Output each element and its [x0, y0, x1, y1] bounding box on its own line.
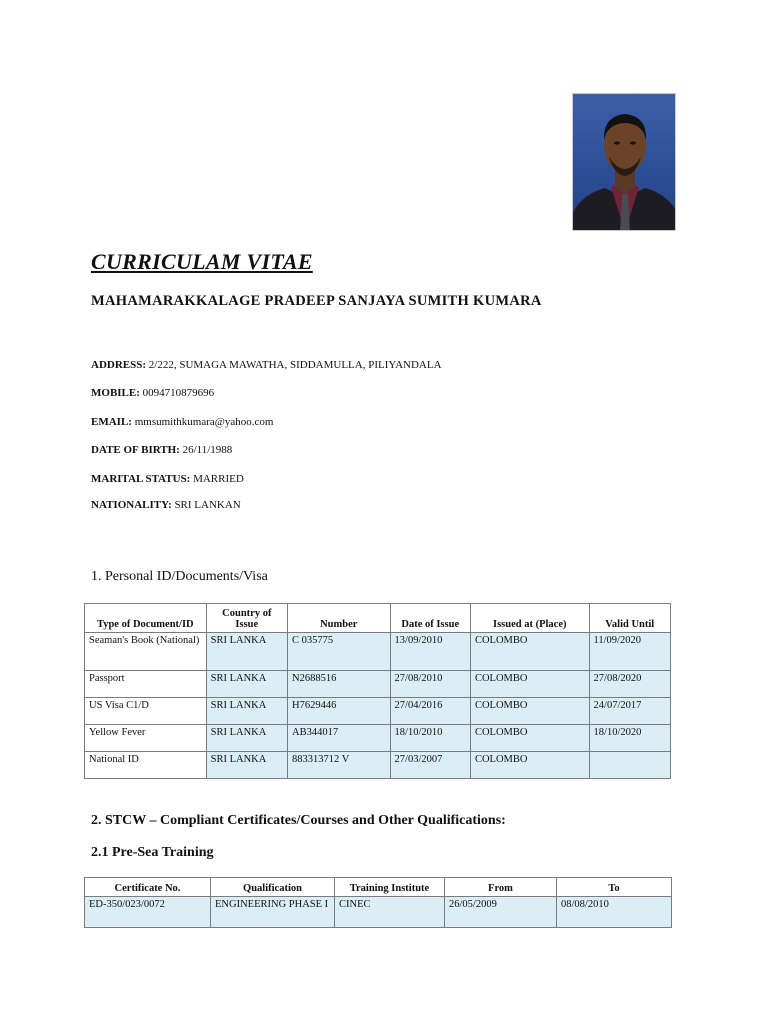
table-cell	[589, 752, 670, 779]
section-stcw-title: 2. STCW – Compliant Certificates/Courses and Other Qualifications:	[91, 813, 506, 828]
column-header: From	[445, 878, 557, 897]
table-row	[85, 725, 671, 752]
table-cell: 18/10/2020	[589, 725, 670, 752]
mobile-row	[91, 387, 214, 399]
marital-label: MARITAL STATUS:	[91, 473, 191, 485]
email-value: mmsumithkumara@yahoo.com	[134, 416, 274, 428]
table-cell: SRI LANKA	[206, 698, 287, 725]
mobile-value: 0094710879696	[142, 387, 215, 399]
table-cell: Passport	[85, 671, 207, 698]
subsection-presea-title: 2.1 Pre-Sea Training	[91, 845, 214, 860]
email-label: EMAIL:	[91, 416, 132, 428]
table-cell: ED-350/023/0072	[85, 897, 211, 928]
table-cell: SRI LANKA	[206, 633, 287, 671]
column-header: Training Institute	[335, 878, 445, 897]
nationality-row	[91, 499, 241, 511]
table-cell: 18/10/2010	[390, 725, 470, 752]
table-header-row	[85, 604, 671, 633]
column-header: Valid Until	[589, 604, 670, 633]
nationality-value: SRI LANKAN	[174, 499, 241, 511]
column-header: Date of Issue	[390, 604, 470, 633]
table-cell: AB344017	[288, 725, 391, 752]
table-cell: 11/09/2020	[589, 633, 670, 671]
column-header: To	[557, 878, 672, 897]
table-cell: COLOMBO	[470, 633, 589, 671]
column-header: Type of Document/ID	[85, 604, 207, 633]
table-cell: 24/07/2017	[589, 698, 670, 725]
table-cell: CINEC	[335, 897, 445, 928]
column-header: Qualification	[211, 878, 335, 897]
document-title: CURRICULAM VITAE	[91, 249, 313, 274]
table-cell: ENGINEERING PHASE I	[211, 897, 335, 928]
table-cell: N2688516	[288, 671, 391, 698]
table-cell: COLOMBO	[470, 698, 589, 725]
nationality-label: NATIONALITY:	[91, 499, 172, 511]
table-cell: 27/04/2016	[390, 698, 470, 725]
table-cell: US Visa C1/D	[85, 698, 207, 725]
column-header: Certificate No.	[85, 878, 211, 897]
mobile-label: MOBILE:	[91, 387, 140, 399]
presea-training-table	[84, 877, 672, 928]
table-cell: COLOMBO	[470, 725, 589, 752]
table-header-row	[85, 878, 672, 897]
table-cell: SRI LANKA	[206, 671, 287, 698]
table-cell: COLOMBO	[470, 752, 589, 779]
table-row	[85, 752, 671, 779]
table-cell: H7629446	[288, 698, 391, 725]
column-header: Country of Issue	[206, 604, 287, 633]
table-cell: National ID	[85, 752, 207, 779]
table-row	[85, 633, 671, 671]
profile-photo	[572, 93, 676, 231]
table-cell: C 035775	[288, 633, 391, 671]
table-cell: SRI LANKA	[206, 725, 287, 752]
table-cell: Yellow Fever	[85, 725, 207, 752]
table-row	[85, 897, 672, 928]
table-row	[85, 698, 671, 725]
address-label: ADDRESS:	[91, 359, 147, 371]
table-cell: 08/08/2010	[557, 897, 672, 928]
section-documents-title: 1. Personal ID/Documents/Visa	[91, 569, 268, 584]
marital-value: MARRIED	[193, 473, 244, 485]
column-header: Number	[288, 604, 391, 633]
table-cell: 883313712 V	[288, 752, 391, 779]
table-row	[85, 671, 671, 698]
address-row	[91, 359, 442, 371]
table-cell: COLOMBO	[470, 671, 589, 698]
documents-table	[84, 603, 671, 779]
dob-label: DATE OF BIRTH:	[91, 444, 180, 456]
portrait-image	[573, 94, 676, 231]
table-cell: 26/05/2009	[445, 897, 557, 928]
table-cell: 27/08/2010	[390, 671, 470, 698]
table-cell: SRI LANKA	[206, 752, 287, 779]
address-value: 2/222, SUMAGA MAWATHA, SIDDAMULLA, PILIYANDALA	[148, 359, 442, 371]
dob-value: 26/11/1988	[182, 444, 233, 456]
table-cell: Seaman's Book (National)	[85, 633, 207, 671]
table-cell: 27/08/2020	[589, 671, 670, 698]
dob-row	[91, 444, 232, 456]
candidate-name: MAHAMARAKKALAGE PRADEEP SANJAYA SUMITH KUMARA	[91, 293, 542, 309]
table-cell: 27/03/2007	[390, 752, 470, 779]
marital-row	[91, 473, 244, 485]
email-row	[91, 416, 273, 428]
column-header: Issued at (Place)	[470, 604, 589, 633]
table-cell: 13/09/2010	[390, 633, 470, 671]
